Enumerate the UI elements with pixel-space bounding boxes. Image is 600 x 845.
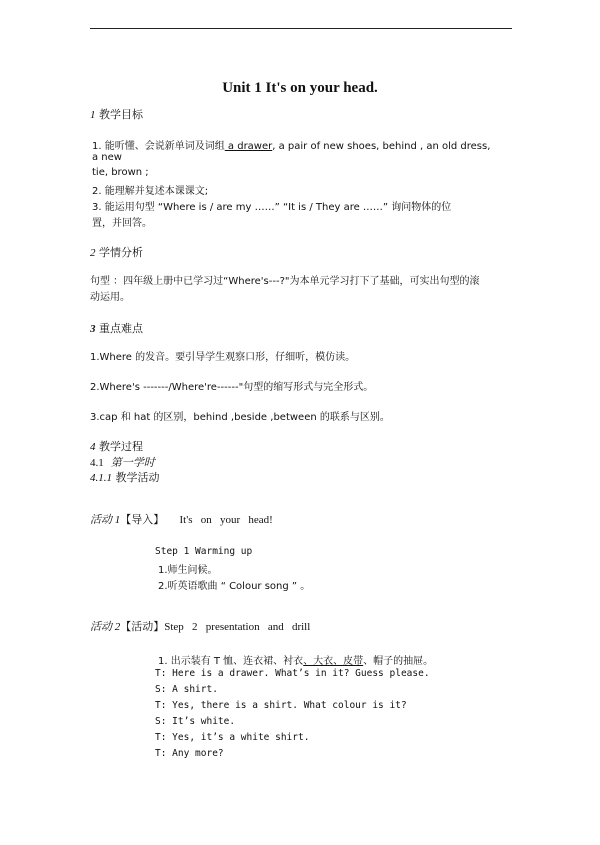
analysis-line-2: 动运用。 bbox=[90, 292, 130, 303]
dialogue-line: T: Any more? bbox=[155, 748, 224, 759]
dialogue-line: S: A shirt. bbox=[155, 684, 218, 695]
section-number: 2 bbox=[90, 247, 96, 259]
section-title: 教学目标 bbox=[99, 108, 143, 121]
subsection-number: 4.1.1 bbox=[90, 472, 112, 484]
analysis-line-1: 句型 ：四年级上册中已学习过“Where's---?"为本单元学习打下了基础，可实出句型的滚 bbox=[90, 276, 480, 287]
dialogue-line: T: Yes, it’s a white shirt. bbox=[155, 732, 310, 743]
header-rule bbox=[90, 28, 512, 29]
activity-tag: 【活动】 bbox=[120, 620, 165, 633]
activity-text: Step 2 presentation and drill bbox=[164, 621, 311, 633]
objective-3: 3. 能运用句型 “Where is / are my ……” “It is / They are ……” 询问物体的位 bbox=[92, 202, 452, 213]
objective-1-rest: , a pair of new shoes, behind , an old dress, bbox=[272, 141, 491, 152]
objective-1-text: 1. 能听懂、会说新单词及词组 bbox=[92, 141, 225, 152]
section-heading-objectives bbox=[90, 106, 143, 122]
subsection-number: 4.1 bbox=[90, 457, 104, 469]
intro-text: 1. 出示装有 T 恤、连衣裙、衬衣 bbox=[158, 656, 304, 667]
activity-tag: 【导入】 bbox=[120, 513, 165, 526]
activity-2-heading bbox=[90, 615, 310, 634]
activity-1-item-1: 1.师生问候。 bbox=[158, 565, 218, 576]
dialogue-line: T: Yes, there is a shirt. What colour is it? bbox=[155, 700, 407, 711]
dialogue-line: S: It’s white. bbox=[155, 716, 236, 727]
activity-label: 活动 2 bbox=[90, 621, 121, 633]
subsection-title: 第一学时 bbox=[110, 457, 155, 469]
subsection-4-1-1 bbox=[90, 469, 160, 485]
keypoint-3: 3.cap 和 hat 的区别，behind ,beside ,between 的联系与区别。 bbox=[90, 412, 390, 423]
intro-text-end: 、帽子的抽屉。 bbox=[363, 656, 434, 667]
objective-1-line2: a new bbox=[92, 152, 122, 163]
activity-label: 活动 1 bbox=[90, 514, 121, 526]
section-title: 学情分析 bbox=[99, 246, 143, 259]
activity-1-heading bbox=[90, 508, 273, 527]
subsection-4-1 bbox=[90, 454, 155, 470]
activity-2-intro bbox=[158, 652, 433, 667]
section-heading-keypoints bbox=[90, 320, 143, 336]
section-heading-analysis bbox=[90, 244, 143, 260]
activity-text: It's on your head! bbox=[179, 514, 273, 526]
section-title: 重点难点 bbox=[99, 322, 143, 335]
subsection-title: 教学活动 bbox=[115, 471, 160, 484]
keypoint-1: 1.Where 的发音。要引导学生观察口形，仔细听，模仿读。 bbox=[90, 352, 356, 363]
underlined-items: 、大衣、皮带 bbox=[303, 656, 364, 667]
section-heading-process bbox=[90, 438, 143, 454]
objective-2: 2. 能理解并复述本课课文; bbox=[92, 186, 209, 197]
section-number: 1 bbox=[90, 109, 96, 121]
underlined-vocab: a drawer bbox=[224, 141, 273, 152]
section-number: 4 bbox=[90, 441, 96, 453]
objective-3-line2: 置，并回答。 bbox=[92, 218, 152, 229]
keypoint-2: 2.Where's -------/Where're------"句型的缩写形式与完全形式。 bbox=[90, 382, 374, 393]
activity-1-step: Step 1 Warming up bbox=[155, 546, 253, 557]
objective-1 bbox=[92, 137, 490, 152]
objective-1-line3: tie, brown ; bbox=[92, 167, 149, 178]
section-title: 教学过程 bbox=[99, 440, 143, 453]
section-number: 3 bbox=[90, 323, 96, 335]
activity-1-item-2: 2.听英语歌曲 “ Colour song ” 。 bbox=[158, 581, 311, 592]
dialogue-line: T: Here is a drawer. What’s in it? Guess please. bbox=[155, 668, 430, 679]
page-title: Unit 1 It's on your head. bbox=[222, 80, 378, 96]
